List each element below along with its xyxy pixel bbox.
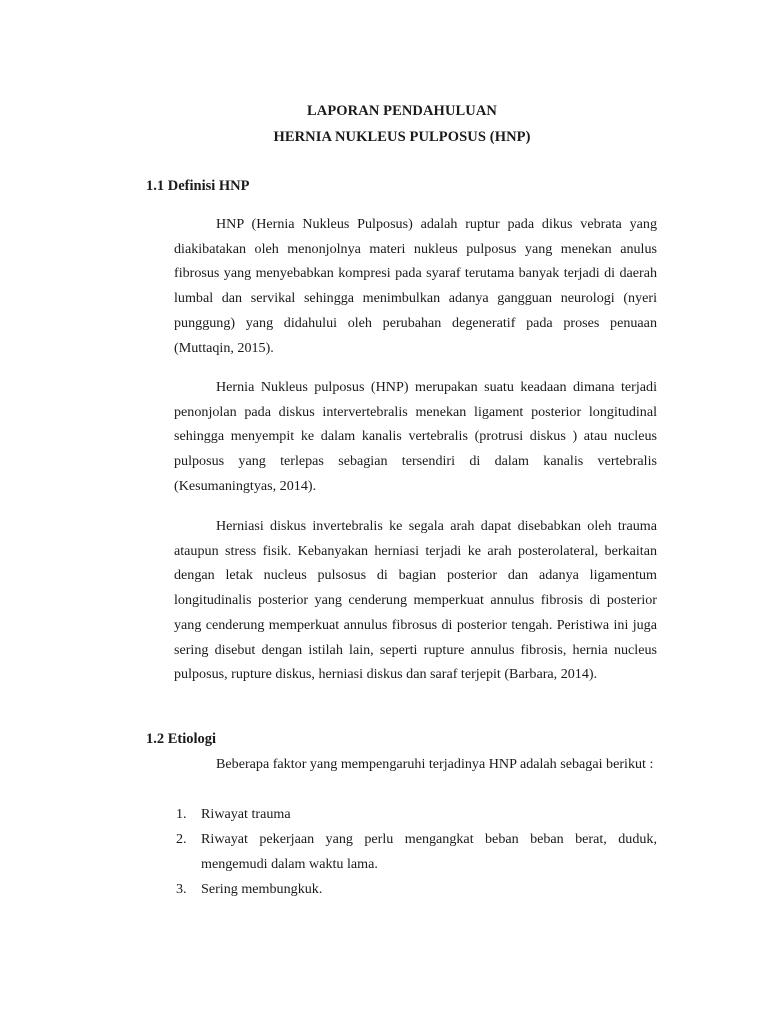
list-item-number: 2. [176,831,187,847]
paragraph-etiologi-intro: Beberapa faktor yang mempengaruhi terjadinya HNP adalah sebagai berikut : [216,756,654,772]
document-title: LAPORAN PENDAHULUAN [307,103,497,119]
section-heading-definisi: 1.1 Definisi HNP [146,178,250,194]
list-item [174,802,657,827]
paragraph-definisi-3: Herniasi diskus invertebralis ke segala arah dapat disebabkan oleh trauma ataupun stress fisik. Kebanyakan herniasi terjadi ke arah posterolateral, berkaitan dengan letak nucleus pulsosus di bagian posterior dan adanya ligamentum longitudinalis posterior yang cenderung memperkuat annulus fibrosis di posterior yang cenderung memperkuat annulus fibrosus di posterior tengah. Peristiwa ini juga sering disebut dengan istilah lain, seperti rupture annulus fibrosis, hernia nucleus pulposus, rupture diskus, herniasi diskus dan saraf terjepit (Barbara, 2014). [174,518,657,683]
list-item-text: Riwayat trauma [201,806,291,822]
document-subtitle: HERNIA NUKLEUS PULPOSUS (HNP) [273,129,531,145]
list-item-number: 3. [176,881,187,897]
paragraph-definisi-1: HNP (Hernia Nukleus Pulposus) adalah ruptur pada dikus vebrata yang diakibatakan oleh menonjolnya materi nukleus pulposus yang menekan anulus fibrosus yang menyebabkan kompresi pada syaraf terutama banyak terjadi di daerah lumbal dan servikal sehingga menimbulkan adanya gangguan neurologi (nyeri punggung) yang didahului oleh perubahan degeneratif pada proses penuaan (Muttaqin, 2015). [174,216,657,356]
section-heading-etiologi: 1.2 Etiologi [146,731,217,747]
list-item [174,877,657,902]
etiologi-list [174,802,657,912]
paragraph-definisi-2: Hernia Nukleus pulposus (HNP) merupakan suatu keadaan dimana terjadi penonjolan pada diskus intervertebralis menekan ligament posterior longitudinal sehingga menyempit ke dalam kanalis vertebralis (protrusi diskus ) atau nucleus pulposus yang terlepas sebagian tersendiri di dalam kanalis vertebralis (Kesumaningtyas, 2014). [174,379,657,494]
list-item-text: Riwayat pekerjaan yang perlu mengangkat beban beban berat, duduk, mengemudi dalam waktu lama. [201,831,657,872]
list-item [174,827,657,876]
list-item-text: Sering membungkuk. [201,881,323,897]
list-item-number: 1. [176,806,187,822]
